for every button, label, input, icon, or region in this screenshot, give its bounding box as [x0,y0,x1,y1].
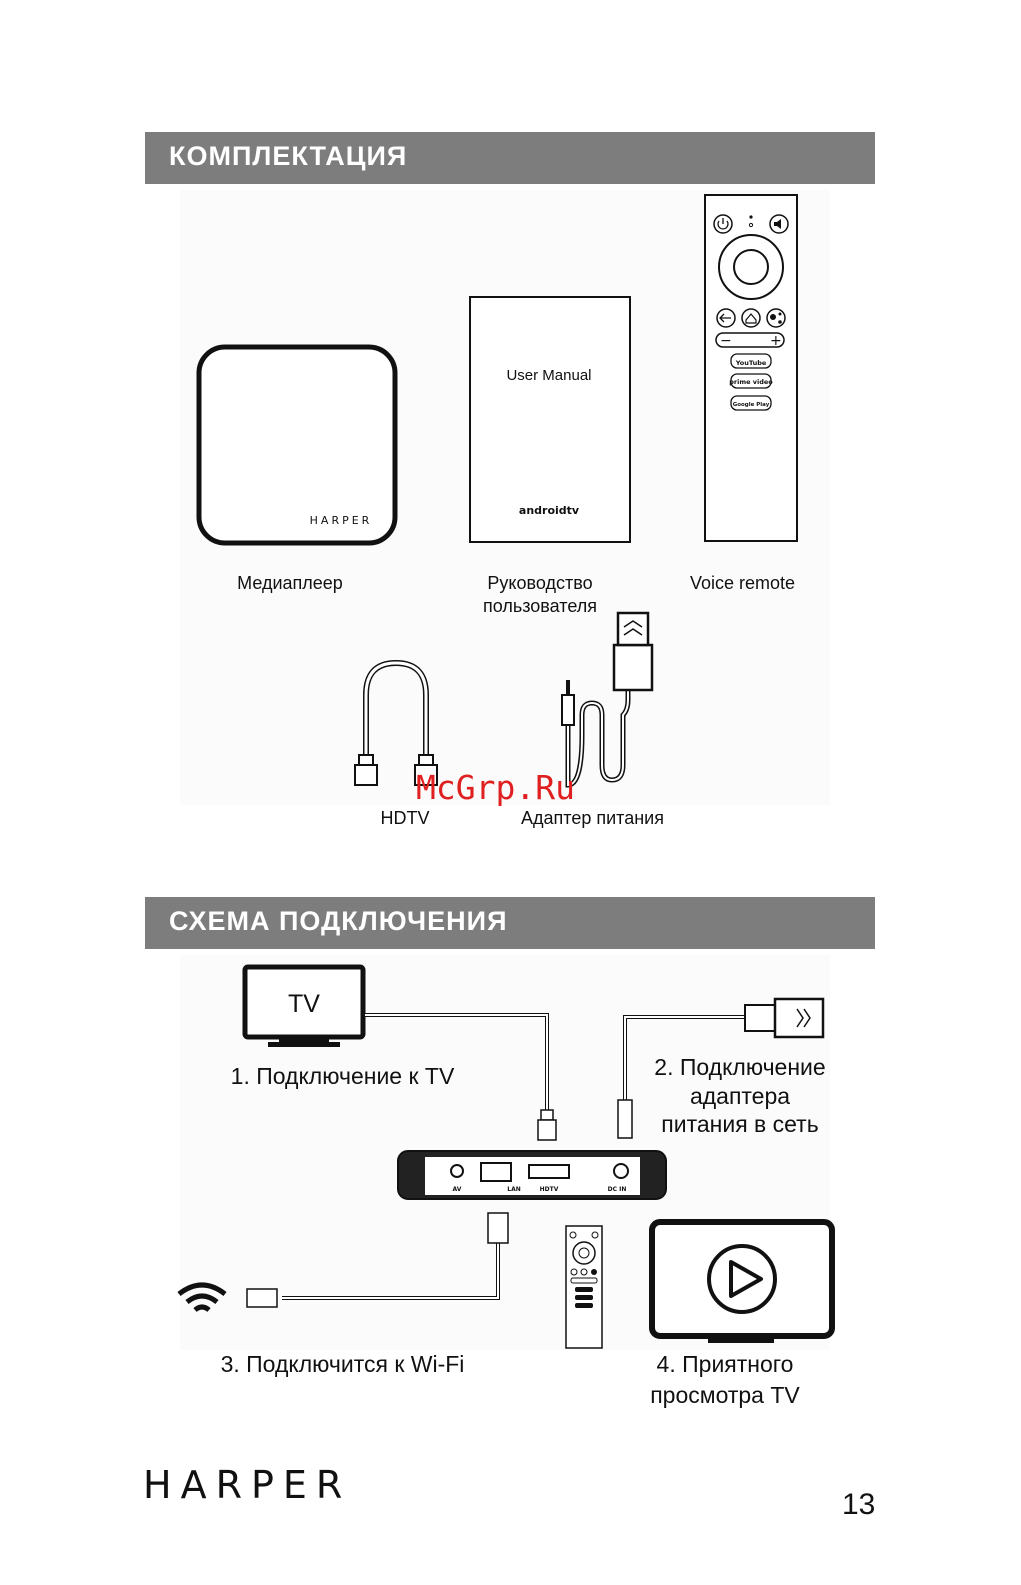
step1-label: 1. Подключение к TV [230,1063,455,1089]
googleplay-button-label: Google Play [732,402,770,408]
item-label-manual-line1: Руководство [487,573,593,593]
port-label-av: AV [452,1186,462,1193]
youtube-button-label: YouTube [735,359,767,367]
item-label-manual-line2: пользователя [483,596,597,616]
tv-large-icon [648,1218,838,1350]
remote-small-icon [565,1225,605,1350]
prime-button-label: prime video [729,378,773,386]
wifi-icon [175,1280,230,1320]
port-label-dc: DC IN [607,1186,627,1193]
watermark-text: McGrp.Ru [416,768,575,807]
manual-logo-text: androidtv [518,504,580,517]
lan-port-icon [481,1163,511,1181]
power-adapter-illustration [548,605,668,795]
section-title-connection: СХЕМА ПОДКЛЮЧЕНИЯ [169,906,508,936]
port-label-lan: LAN [507,1186,521,1193]
user-manual-illustration [468,295,633,545]
item-label-hdtv: HDTV [380,808,430,828]
hdmi-port-icon [529,1165,569,1178]
media-player-illustration [195,343,400,546]
player-brand-text: HARPER [309,514,373,527]
tv-small-icon [242,964,367,1054]
tv-label-text: TV [288,990,320,1018]
step2-label-line3: питания в сеть [661,1111,819,1137]
footer-brand-logo [143,1463,393,1507]
svg-text:+: + [770,333,782,349]
av-port-icon [451,1165,463,1177]
voice-remote-illustration [704,194,799,544]
lan-connection-line [240,1205,520,1315]
section-header-connection [145,897,875,949]
section-title-contents: КОМПЛЕКТАЦИЯ [169,141,408,171]
manual-title-text: User Manual [506,367,592,384]
svg-text:−: − [720,333,732,349]
item-label-adapter: Адаптер питания [521,808,664,828]
item-label-player: Медиаплеер [237,573,343,593]
step3-label: 3. Подключится к Wi-Fi [220,1351,465,1377]
dc-port-icon [614,1164,628,1178]
port-label-hdtv: HDTV [539,1186,559,1193]
page-number: 13 [842,1488,876,1521]
item-label-remote: Voice remote [689,573,796,593]
section-header-contents [145,132,875,184]
step2-label-line1: 2. Подключение [654,1054,826,1080]
footer-brand-text: HARPER [143,1463,352,1507]
step4-label-line2: просмотра TV [650,1382,800,1408]
step4-label-line1: 4. Приятного [656,1351,794,1377]
step2-label-line2: адаптера [689,1083,791,1109]
media-box-rear-illustration [395,1145,670,1205]
